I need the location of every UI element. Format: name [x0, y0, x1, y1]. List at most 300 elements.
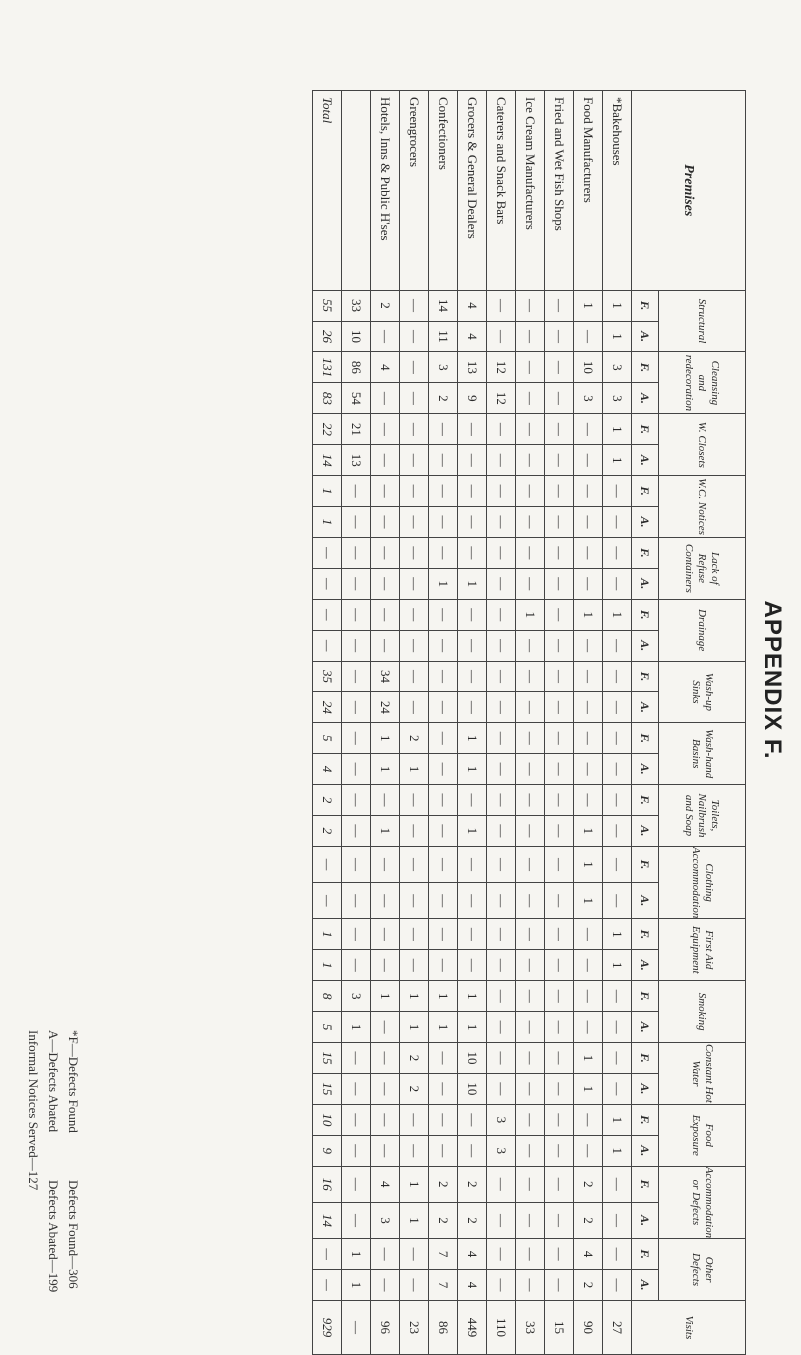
value-cell: —	[400, 692, 429, 723]
value-cell: 1	[313, 507, 342, 538]
value-cell: —	[313, 883, 342, 919]
premises-name	[458, 91, 487, 291]
value-cell: —	[400, 1135, 429, 1166]
value-cell: 3	[574, 383, 603, 414]
abated-subheader: A.	[632, 568, 659, 599]
value-cell: —	[574, 321, 603, 352]
value-cell: —	[487, 1239, 516, 1270]
value-cell: —	[516, 383, 545, 414]
abated-subheader: A.	[632, 445, 659, 476]
value-cell: 5	[313, 723, 342, 754]
value-cell: —	[545, 815, 574, 846]
value-cell: —	[603, 1073, 632, 1104]
category-header: Accommodation or Defects	[659, 1166, 746, 1238]
value-cell: —	[371, 321, 400, 352]
value-cell: —	[458, 692, 487, 723]
value-cell: —	[371, 507, 400, 538]
value-cell: —	[603, 630, 632, 661]
value-cell: 8	[313, 981, 342, 1012]
value-cell: —	[574, 981, 603, 1012]
value-cell: —	[574, 1012, 603, 1043]
value-cell: —	[458, 630, 487, 661]
value-cell: —	[487, 1012, 516, 1043]
value-cell: —	[487, 290, 516, 321]
value-cell: 2	[400, 1043, 429, 1074]
value-cell: 2	[429, 383, 458, 414]
value-cell: —	[313, 1239, 342, 1270]
value-cell: —	[342, 1104, 371, 1135]
value-cell: —	[545, 1012, 574, 1043]
value-cell: 4	[458, 290, 487, 321]
value-cell: —	[458, 785, 487, 816]
table-row	[429, 91, 458, 1355]
row-label: Food Manufacturers	[581, 97, 596, 203]
value-cell: —	[371, 537, 400, 568]
value-cell: 2	[429, 1166, 458, 1202]
abated-subheader: A.	[632, 1135, 659, 1166]
table-row	[342, 91, 371, 1355]
abated-subheader: A.	[632, 1012, 659, 1043]
value-cell: —	[371, 883, 400, 919]
value-cell: —	[400, 352, 429, 383]
value-cell: —	[371, 846, 400, 882]
value-cell: —	[487, 1043, 516, 1074]
value-cell: —	[400, 1270, 429, 1301]
value-cell: —	[516, 981, 545, 1012]
value-cell: —	[603, 1012, 632, 1043]
value-cell: —	[458, 507, 487, 538]
visits-cell: 96	[371, 1300, 400, 1354]
category-header: W. Closets	[659, 414, 746, 476]
value-cell: —	[429, 414, 458, 445]
value-cell: 15	[313, 1073, 342, 1104]
value-cell: —	[400, 630, 429, 661]
value-cell: —	[371, 414, 400, 445]
value-cell: —	[487, 568, 516, 599]
value-cell: —	[371, 568, 400, 599]
value-cell: —	[400, 383, 429, 414]
value-cell: 4	[371, 1166, 400, 1202]
value-cell: —	[371, 919, 400, 950]
category-header: Drainage	[659, 599, 746, 661]
value-cell: —	[429, 919, 458, 950]
found-subheader: F.	[632, 352, 659, 383]
found-subheader: F.	[632, 1166, 659, 1202]
value-cell: 1	[574, 846, 603, 882]
row-label: Greengrocers	[407, 97, 422, 168]
value-cell: 2	[400, 1073, 429, 1104]
value-cell: —	[342, 1202, 371, 1238]
value-cell: —	[574, 414, 603, 445]
value-cell: —	[603, 1270, 632, 1301]
abated-subheader: A.	[632, 815, 659, 846]
value-cell: —	[603, 692, 632, 723]
abated-subheader: A.	[632, 1270, 659, 1301]
value-cell: 4	[313, 754, 342, 785]
abated-subheader: A.	[632, 1073, 659, 1104]
value-cell: 1	[603, 950, 632, 981]
value-cell: —	[516, 630, 545, 661]
premises-name	[400, 91, 429, 291]
value-cell: —	[342, 919, 371, 950]
value-cell: —	[458, 661, 487, 692]
value-cell: —	[545, 537, 574, 568]
value-cell: —	[342, 950, 371, 981]
value-cell: 16	[313, 1166, 342, 1202]
value-cell: —	[400, 846, 429, 882]
value-cell: —	[516, 919, 545, 950]
value-cell: —	[429, 1135, 458, 1166]
value-cell: —	[400, 919, 429, 950]
value-cell: —	[400, 1239, 429, 1270]
value-cell: —	[429, 785, 458, 816]
value-cell: —	[371, 1270, 400, 1301]
value-cell: 1	[371, 723, 400, 754]
value-cell: —	[516, 815, 545, 846]
value-cell: —	[603, 883, 632, 919]
found-subheader: F.	[632, 846, 659, 882]
value-cell: —	[603, 754, 632, 785]
value-cell: 1	[400, 754, 429, 785]
value-cell: —	[574, 919, 603, 950]
value-cell: —	[371, 599, 400, 630]
value-cell: 5	[313, 1012, 342, 1043]
premises-name	[313, 91, 342, 291]
footnote-total-abated: Defects Abated—199	[46, 1180, 61, 1293]
value-cell: 4	[458, 321, 487, 352]
page-title: APPENDIX F.	[759, 600, 786, 760]
value-cell: —	[458, 476, 487, 507]
row-label: Ice Cream Manufacturers	[523, 97, 538, 230]
value-cell: —	[342, 883, 371, 919]
value-cell: —	[574, 476, 603, 507]
value-cell: —	[429, 1043, 458, 1074]
value-cell: —	[342, 507, 371, 538]
found-subheader: F.	[632, 290, 659, 321]
found-subheader: F.	[632, 919, 659, 950]
value-cell: —	[574, 445, 603, 476]
value-cell: —	[545, 785, 574, 816]
value-cell: —	[545, 1073, 574, 1104]
found-subheader: F.	[632, 599, 659, 630]
value-cell: —	[603, 785, 632, 816]
footnote-defects-abated-key: A—Defects Abated	[46, 1030, 61, 1133]
value-cell: 1	[342, 1012, 371, 1043]
category-header: Toilets, Nailbrush and Soap	[659, 785, 746, 847]
value-cell: —	[603, 1239, 632, 1270]
value-cell: —	[545, 661, 574, 692]
abated-subheader: A.	[632, 950, 659, 981]
value-cell: —	[487, 692, 516, 723]
value-cell: —	[516, 1202, 545, 1238]
value-cell: 12	[487, 352, 516, 383]
value-cell: —	[574, 630, 603, 661]
found-subheader: F.	[632, 476, 659, 507]
value-cell: —	[371, 445, 400, 476]
value-cell: —	[313, 1270, 342, 1301]
value-cell: —	[313, 568, 342, 599]
value-cell: 4	[458, 1270, 487, 1301]
value-cell: —	[487, 883, 516, 919]
abated-subheader: A.	[632, 630, 659, 661]
value-cell: —	[429, 754, 458, 785]
table-row	[516, 91, 545, 1355]
value-cell: —	[458, 950, 487, 981]
value-cell: —	[516, 1043, 545, 1074]
value-cell: —	[429, 692, 458, 723]
value-cell: 14	[313, 445, 342, 476]
value-cell: —	[342, 599, 371, 630]
value-cell: —	[429, 476, 458, 507]
value-cell: 10	[574, 352, 603, 383]
defects-table	[312, 90, 746, 1355]
value-cell: —	[487, 507, 516, 538]
value-cell: —	[342, 723, 371, 754]
value-cell: —	[342, 1043, 371, 1074]
visits-cell: 449	[458, 1300, 487, 1354]
value-cell: 2	[458, 1166, 487, 1202]
premises-name	[487, 91, 516, 291]
table-row	[574, 91, 603, 1355]
value-cell: 10	[458, 1043, 487, 1074]
category-header: Smoking	[659, 981, 746, 1043]
value-cell: —	[342, 692, 371, 723]
value-cell: —	[516, 1104, 545, 1135]
value-cell: 1	[429, 568, 458, 599]
value-cell: 1	[603, 321, 632, 352]
value-cell: —	[400, 414, 429, 445]
value-cell: 1	[400, 981, 429, 1012]
premises-name	[574, 91, 603, 291]
abated-subheader: A.	[632, 321, 659, 352]
value-cell: —	[342, 815, 371, 846]
table-row	[371, 91, 400, 1355]
found-subheader: F.	[632, 414, 659, 445]
value-cell: 4	[371, 352, 400, 383]
value-cell: 83	[313, 383, 342, 414]
value-cell: —	[342, 785, 371, 816]
value-cell: —	[458, 1135, 487, 1166]
value-cell: 1	[429, 981, 458, 1012]
value-cell: —	[429, 630, 458, 661]
value-cell: 7	[429, 1270, 458, 1301]
value-cell: 26	[313, 321, 342, 352]
value-cell: 2	[574, 1270, 603, 1301]
value-cell: —	[342, 537, 371, 568]
value-cell: 1	[313, 919, 342, 950]
value-cell: 3	[371, 1202, 400, 1238]
value-cell: —	[516, 950, 545, 981]
value-cell: —	[487, 599, 516, 630]
row-label: Caterers and Snack Bars	[494, 97, 509, 225]
value-cell: 3	[342, 981, 371, 1012]
found-subheader: F.	[632, 661, 659, 692]
value-cell: 1	[458, 815, 487, 846]
value-cell: 1	[603, 1104, 632, 1135]
value-cell: —	[603, 846, 632, 882]
value-cell: 1	[458, 568, 487, 599]
value-cell: —	[371, 383, 400, 414]
value-cell: —	[342, 754, 371, 785]
value-cell: —	[574, 1104, 603, 1135]
visits-header: Visits	[632, 1300, 746, 1354]
value-cell: —	[516, 1135, 545, 1166]
value-cell: —	[545, 568, 574, 599]
value-cell: 24	[313, 692, 342, 723]
value-cell: 9	[313, 1135, 342, 1166]
value-cell: —	[545, 1135, 574, 1166]
value-cell: —	[545, 290, 574, 321]
row-label: Confectioners	[436, 97, 451, 170]
value-cell: —	[545, 1270, 574, 1301]
value-cell: —	[516, 445, 545, 476]
value-cell: —	[429, 723, 458, 754]
value-cell: —	[342, 568, 371, 599]
value-cell: —	[516, 507, 545, 538]
value-cell: —	[313, 846, 342, 882]
value-cell: —	[545, 1166, 574, 1202]
value-cell: 1	[574, 815, 603, 846]
value-cell: —	[487, 1270, 516, 1301]
value-cell: —	[400, 507, 429, 538]
value-cell: —	[516, 476, 545, 507]
value-cell: —	[516, 883, 545, 919]
value-cell: —	[487, 846, 516, 882]
value-cell: —	[545, 507, 574, 538]
category-header: Structural	[659, 290, 746, 352]
value-cell: 2	[313, 815, 342, 846]
value-cell: —	[400, 883, 429, 919]
row-label: Hotels, Inns & Public H'ses	[378, 97, 393, 241]
premises-name	[516, 91, 545, 291]
row-label: Grocers & General Dealers	[465, 97, 480, 239]
row-label: Total	[320, 97, 335, 124]
footnote-informal-notices: Informal Notices Served—127	[26, 1030, 41, 1191]
value-cell: —	[400, 476, 429, 507]
value-cell: —	[545, 352, 574, 383]
value-cell: —	[545, 321, 574, 352]
value-cell: —	[371, 1043, 400, 1074]
abated-subheader: A.	[632, 1202, 659, 1238]
value-cell: —	[545, 630, 574, 661]
value-cell: —	[400, 321, 429, 352]
value-cell: 2	[458, 1202, 487, 1238]
premises-name	[342, 91, 371, 291]
value-cell: 9	[458, 383, 487, 414]
value-cell: —	[313, 599, 342, 630]
row-label: Bakehouses	[610, 103, 625, 166]
value-cell: 1	[313, 476, 342, 507]
value-cell: —	[429, 950, 458, 981]
value-cell: 1	[603, 599, 632, 630]
value-cell: 13	[342, 445, 371, 476]
table-row	[545, 91, 574, 1355]
value-cell: —	[603, 723, 632, 754]
category-header: Wash-hand Basins	[659, 723, 746, 785]
value-cell: 1	[342, 1239, 371, 1270]
value-cell: —	[429, 846, 458, 882]
visits-cell: 90	[574, 1300, 603, 1354]
value-cell: —	[458, 919, 487, 950]
visits-cell: 86	[429, 1300, 458, 1354]
value-cell: 1	[342, 1270, 371, 1301]
table-header-row	[659, 91, 746, 1355]
category-header: Constant Hot Water	[659, 1043, 746, 1105]
value-cell: 34	[371, 661, 400, 692]
visits-cell: 15	[545, 1300, 574, 1354]
value-cell: —	[429, 599, 458, 630]
value-cell: 1	[458, 754, 487, 785]
value-cell: —	[487, 630, 516, 661]
footnote-defects-found-key: *F—Defects Found	[66, 1030, 81, 1133]
value-cell: —	[574, 568, 603, 599]
value-cell: —	[545, 950, 574, 981]
value-cell: —	[458, 883, 487, 919]
value-cell: —	[545, 383, 574, 414]
category-header: Lack of Refuse Containers	[659, 537, 746, 599]
value-cell: 1	[574, 599, 603, 630]
abated-subheader: A.	[632, 507, 659, 538]
category-header: Clothing Accommodation	[659, 846, 746, 918]
value-cell: —	[516, 321, 545, 352]
value-cell: —	[458, 445, 487, 476]
value-cell: —	[371, 1073, 400, 1104]
value-cell: 3	[487, 1104, 516, 1135]
premises-name	[545, 91, 574, 291]
value-cell: 21	[342, 414, 371, 445]
value-cell: 1	[458, 981, 487, 1012]
value-cell: —	[487, 1202, 516, 1238]
value-cell: —	[545, 846, 574, 882]
value-cell: —	[545, 754, 574, 785]
value-cell: 4	[574, 1239, 603, 1270]
value-cell: 1	[574, 1043, 603, 1074]
value-cell: —	[313, 630, 342, 661]
value-cell: —	[458, 537, 487, 568]
value-cell: —	[458, 846, 487, 882]
value-cell: —	[487, 1073, 516, 1104]
value-cell: —	[371, 1012, 400, 1043]
value-cell: —	[342, 661, 371, 692]
value-cell: —	[487, 815, 516, 846]
value-cell: —	[545, 476, 574, 507]
value-cell: —	[429, 537, 458, 568]
value-cell: 1	[574, 1073, 603, 1104]
value-cell: 2	[400, 723, 429, 754]
value-cell: 14	[429, 290, 458, 321]
value-cell: —	[574, 723, 603, 754]
category-header: W.C. Notices	[659, 476, 746, 538]
found-subheader: F.	[632, 1239, 659, 1270]
value-cell: 2	[574, 1166, 603, 1202]
value-cell: —	[429, 1104, 458, 1135]
value-cell: —	[545, 414, 574, 445]
value-cell: —	[342, 1135, 371, 1166]
value-cell: —	[545, 1239, 574, 1270]
value-cell: 1	[313, 950, 342, 981]
abated-subheader: A.	[632, 754, 659, 785]
value-cell: —	[400, 815, 429, 846]
category-header: Wash-up Sinks	[659, 661, 746, 723]
abated-subheader: A.	[632, 692, 659, 723]
value-cell: 1	[371, 815, 400, 846]
value-cell: 86	[342, 352, 371, 383]
value-cell: —	[487, 785, 516, 816]
value-cell: 3	[603, 352, 632, 383]
value-cell: —	[429, 661, 458, 692]
found-subheader: F.	[632, 723, 659, 754]
value-cell: —	[545, 981, 574, 1012]
